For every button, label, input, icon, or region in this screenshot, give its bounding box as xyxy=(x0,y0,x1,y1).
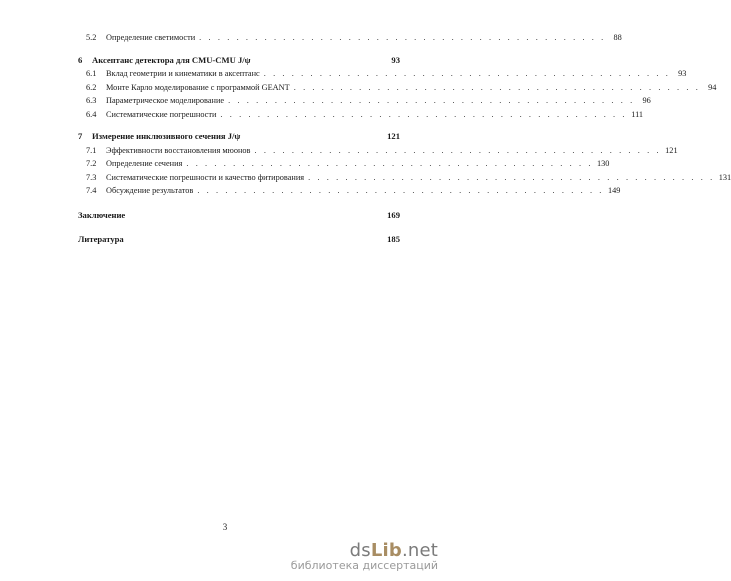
toc-entry-number: 6.4 xyxy=(86,109,97,119)
toc-entry-7-2[interactable] xyxy=(78,158,610,172)
toc-entry-page: 130 xyxy=(597,159,610,168)
toc-entry-page: 88 xyxy=(613,33,622,42)
logo-net: .net xyxy=(401,540,438,561)
watermark-logo xyxy=(291,540,438,561)
logo-lib: Lib xyxy=(370,540,402,561)
dot-leader: . . . . . . . . . . . . . . . . . . . . . . . . . . . . . . . . . . . . . . . . . . . . xyxy=(228,96,635,105)
chapter-title: Измерение инклюзивного сечения J/ψ xyxy=(92,131,241,141)
toc-entry-title: Систематические погрешности xyxy=(106,109,217,119)
dot-leader: . . . . . . . . . . . . . . . . . . . . . . . . . . . . . . . . . . . . . . . . . . . . xyxy=(254,145,662,155)
chapter-number: 7 xyxy=(78,131,83,141)
toc-entry-title: Эффективности восстановления мюонов xyxy=(106,145,251,155)
toc-entry-number: 7.3 xyxy=(86,172,97,182)
toc-entry-title: Обсуждение результатов xyxy=(106,186,194,195)
literature-page: 185 xyxy=(387,234,400,244)
toc-entry-6-3[interactable] xyxy=(78,95,651,109)
toc-entry-7-1[interactable] xyxy=(78,145,678,159)
toc-entry-title: Определение светимости xyxy=(106,33,196,42)
toc-entry-number: 6.3 xyxy=(86,96,97,105)
chapter-page: 93 xyxy=(391,54,400,65)
table-of-contents xyxy=(78,32,731,248)
toc-entry-title: Определение сечения xyxy=(106,159,183,168)
toc-entry-page: 131 xyxy=(718,172,731,182)
dot-leader: . . . . . . . . . . . . . . . . . . . . . . . . . . . . . . . . . . . . . . . . . . . . xyxy=(197,186,604,195)
chapter-page: 121 xyxy=(387,131,400,141)
toc-entry-number: 5.2 xyxy=(86,33,97,42)
toc-entry-page: 93 xyxy=(678,69,687,78)
chapter-number: 6 xyxy=(78,54,83,65)
literature-title: Литература xyxy=(78,234,124,244)
toc-entry-page: 121 xyxy=(665,145,678,155)
toc-entry-7-4[interactable] xyxy=(78,185,621,199)
toc-entry-page: 94 xyxy=(708,82,717,92)
dot-leader: . . . . . . . . . . . . . . . . . . . . . . . . . . . . . . . . . . . . . . . . . . . . xyxy=(293,82,701,92)
dot-leader: . . . . . . . . . . . . . . . . . . . . . . . . . . . . . . . . . . . . . . . . . . . . xyxy=(220,109,628,119)
toc-entry-7-3[interactable] xyxy=(78,172,731,186)
logo-ds: ds xyxy=(349,540,371,561)
watermark-subtitle: библиотека диссертаций xyxy=(290,559,438,572)
dot-leader: . . . . . . . . . . . . . . . . . . . . . . . . . . . . . . . . . . . . . . . . . . . . xyxy=(263,69,671,78)
dot-leader: . . . . . . . . . . . . . . . . . . . . . . . . . . . . . . . . . . . . . . . . . . . . xyxy=(199,33,606,42)
toc-entry-title: Монте Карло моделирование с программой GEANT xyxy=(106,82,290,92)
dot-leader: . . . . . . . . . . . . . . . . . . . . . . . . . . . . . . . . . . . . . . . . . . . . xyxy=(308,172,715,182)
toc-entry-6-2[interactable] xyxy=(78,82,717,96)
chapter-title: Аксептанс детектора для CMU-CMU J/ψ xyxy=(92,54,251,65)
toc-entry-title: Систематические погрешности и качество фитирования xyxy=(106,172,305,182)
toc-entry-5-2[interactable] xyxy=(78,32,622,46)
toc-chapter-7[interactable] xyxy=(78,131,400,145)
toc-entry-number: 7.1 xyxy=(86,145,97,155)
toc-entry-6-4[interactable] xyxy=(78,109,644,123)
toc-entry-number: 7.2 xyxy=(86,159,97,168)
conclusion-page: 169 xyxy=(387,209,400,220)
toc-entry-page: 149 xyxy=(607,186,621,195)
dslib-watermark xyxy=(291,540,438,572)
toc-conclusion[interactable] xyxy=(78,210,400,224)
toc-entry-number: 7.4 xyxy=(86,186,97,195)
toc-entry-number: 6.2 xyxy=(86,82,97,92)
toc-entry-6-1[interactable] xyxy=(78,68,687,82)
conclusion-title: Заключение xyxy=(78,209,126,220)
toc-entry-page: 96 xyxy=(642,96,651,105)
toc-literature[interactable] xyxy=(78,234,400,248)
toc-entry-title: Параметрическое моделирование xyxy=(106,96,225,105)
toc-entry-number: 6.1 xyxy=(86,69,97,78)
dot-leader: . . . . . . . . . . . . . . . . . . . . . . . . . . . . . . . . . . . . . . . . . . . . xyxy=(186,159,593,168)
toc-entry-title: Вклад геометрии и кинематики в аксептанс xyxy=(106,69,260,78)
page-number: 3 xyxy=(222,522,228,532)
toc-chapter-6[interactable] xyxy=(78,55,400,69)
toc-entry-page: 111 xyxy=(631,109,644,119)
